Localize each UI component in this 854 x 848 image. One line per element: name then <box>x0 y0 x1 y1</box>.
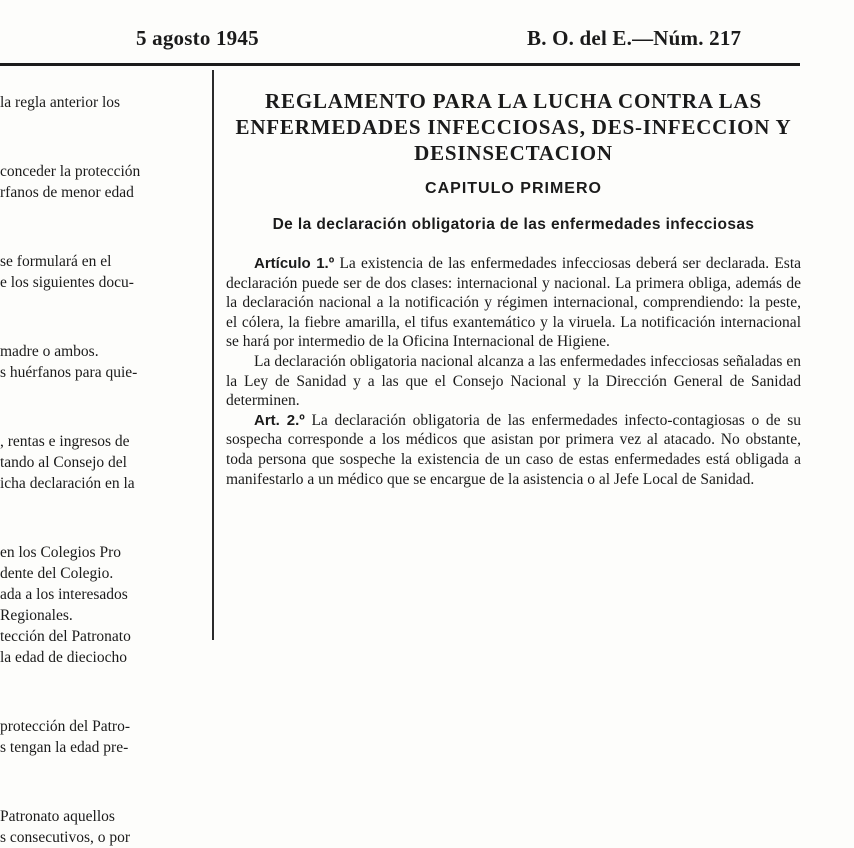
left-column-line: s huérfanos para quie- <box>0 364 138 381</box>
article-1-label: Artículo 1.º <box>254 255 335 272</box>
article-1-text: La existencia de las enfermedades infecciosas deberá ser declarada. Esta declaración puede ser de dos clases: internacional y nacional. La primera obliga, además de la declaración nacional a la notificación y régimen internacional, comprendiendo: la peste, el cólera, la fiebre amarilla, el tifus exantemático y la viruela. La notificación internacional se hará por intermedio de la Oficina Internacional de Higiene. <box>226 255 802 351</box>
left-column-line: protección del Patro- <box>0 718 130 735</box>
right-column <box>226 88 801 489</box>
paragraph-2-text: La declaración obligatoria nacional alcanza a las enfermedades infecciosas señaladas en la Ley de Sanidad y a las que el Consejo Nacional y la Dirección General de Sanidad determinen. <box>226 352 801 410</box>
left-column-line: , rentas e ingresos de <box>0 433 130 450</box>
left-column-line: rfanos de menor edad <box>0 184 134 201</box>
left-column-gap <box>0 219 206 236</box>
left-column-gap <box>0 309 206 326</box>
section-heading: De la declaración obligatoria de las enfermedades infecciosas <box>272 216 755 233</box>
left-column-line: madre o ambos. <box>0 343 99 360</box>
article-2-label: Art. 2.º <box>254 411 305 429</box>
article-2-paragraph <box>226 411 801 489</box>
column-divider <box>212 70 214 640</box>
left-column-line: s consecutivos, o por <box>0 829 131 846</box>
article-1-paragraph <box>226 254 801 352</box>
left-column-line: s tengan la edad pre- <box>0 739 129 756</box>
left-column <box>0 92 206 848</box>
left-column-gap <box>0 774 206 791</box>
regulation-title: REGLAMENTO PARA LA LUCHA CONTRA LAS ENFERMEDADES INFECCIOSAS, DES-INFECCION Y DESINSECTACION <box>235 89 792 165</box>
left-column-gap <box>0 510 206 527</box>
left-column-line: Regionales. <box>0 607 73 624</box>
paragraph-2 <box>226 352 801 411</box>
left-column-line: tección del Patronato <box>0 628 131 645</box>
left-column-gap <box>0 684 206 701</box>
left-column-line: dente del Colegio. <box>0 565 114 582</box>
left-column-line: Patronato aquellos <box>0 808 115 825</box>
left-column-gap <box>0 129 206 146</box>
left-column-line: e los siguientes docu- <box>0 274 134 291</box>
left-column-line: conceder la protección <box>0 163 141 180</box>
left-column-line: se formulará en el <box>0 253 112 270</box>
left-column-line: icha declaración en la <box>0 475 135 492</box>
header-rule <box>0 63 800 66</box>
left-column-line: tando al Consejo del <box>0 454 127 471</box>
left-column-gap <box>0 399 206 416</box>
left-column-line: en los Colegios Pro <box>0 544 121 561</box>
left-column-line: la edad de dieciocho <box>0 649 127 666</box>
header-issue: B. O. del E.—Núm. 217 <box>527 26 742 50</box>
chapter-heading: CAPITULO PRIMERO <box>425 180 602 197</box>
left-column-line: ada a los interesados <box>0 586 128 603</box>
left-column-line: la regla anterior los <box>0 94 121 111</box>
article-2-text: La declaración obligatoria de las enfermedades infecto-contagiosas o de su sospecha corresponde a los médicos que asistan por primera vez al atacado. No obstante, toda persona que sospeche la existencia de un caso de estas enfermedades está obligada a manifestarlo a un médico que se encargue de la asistencia o al Jefe Local de Sanidad. <box>226 411 801 488</box>
header-date: 5 agosto 1945 <box>136 26 259 50</box>
